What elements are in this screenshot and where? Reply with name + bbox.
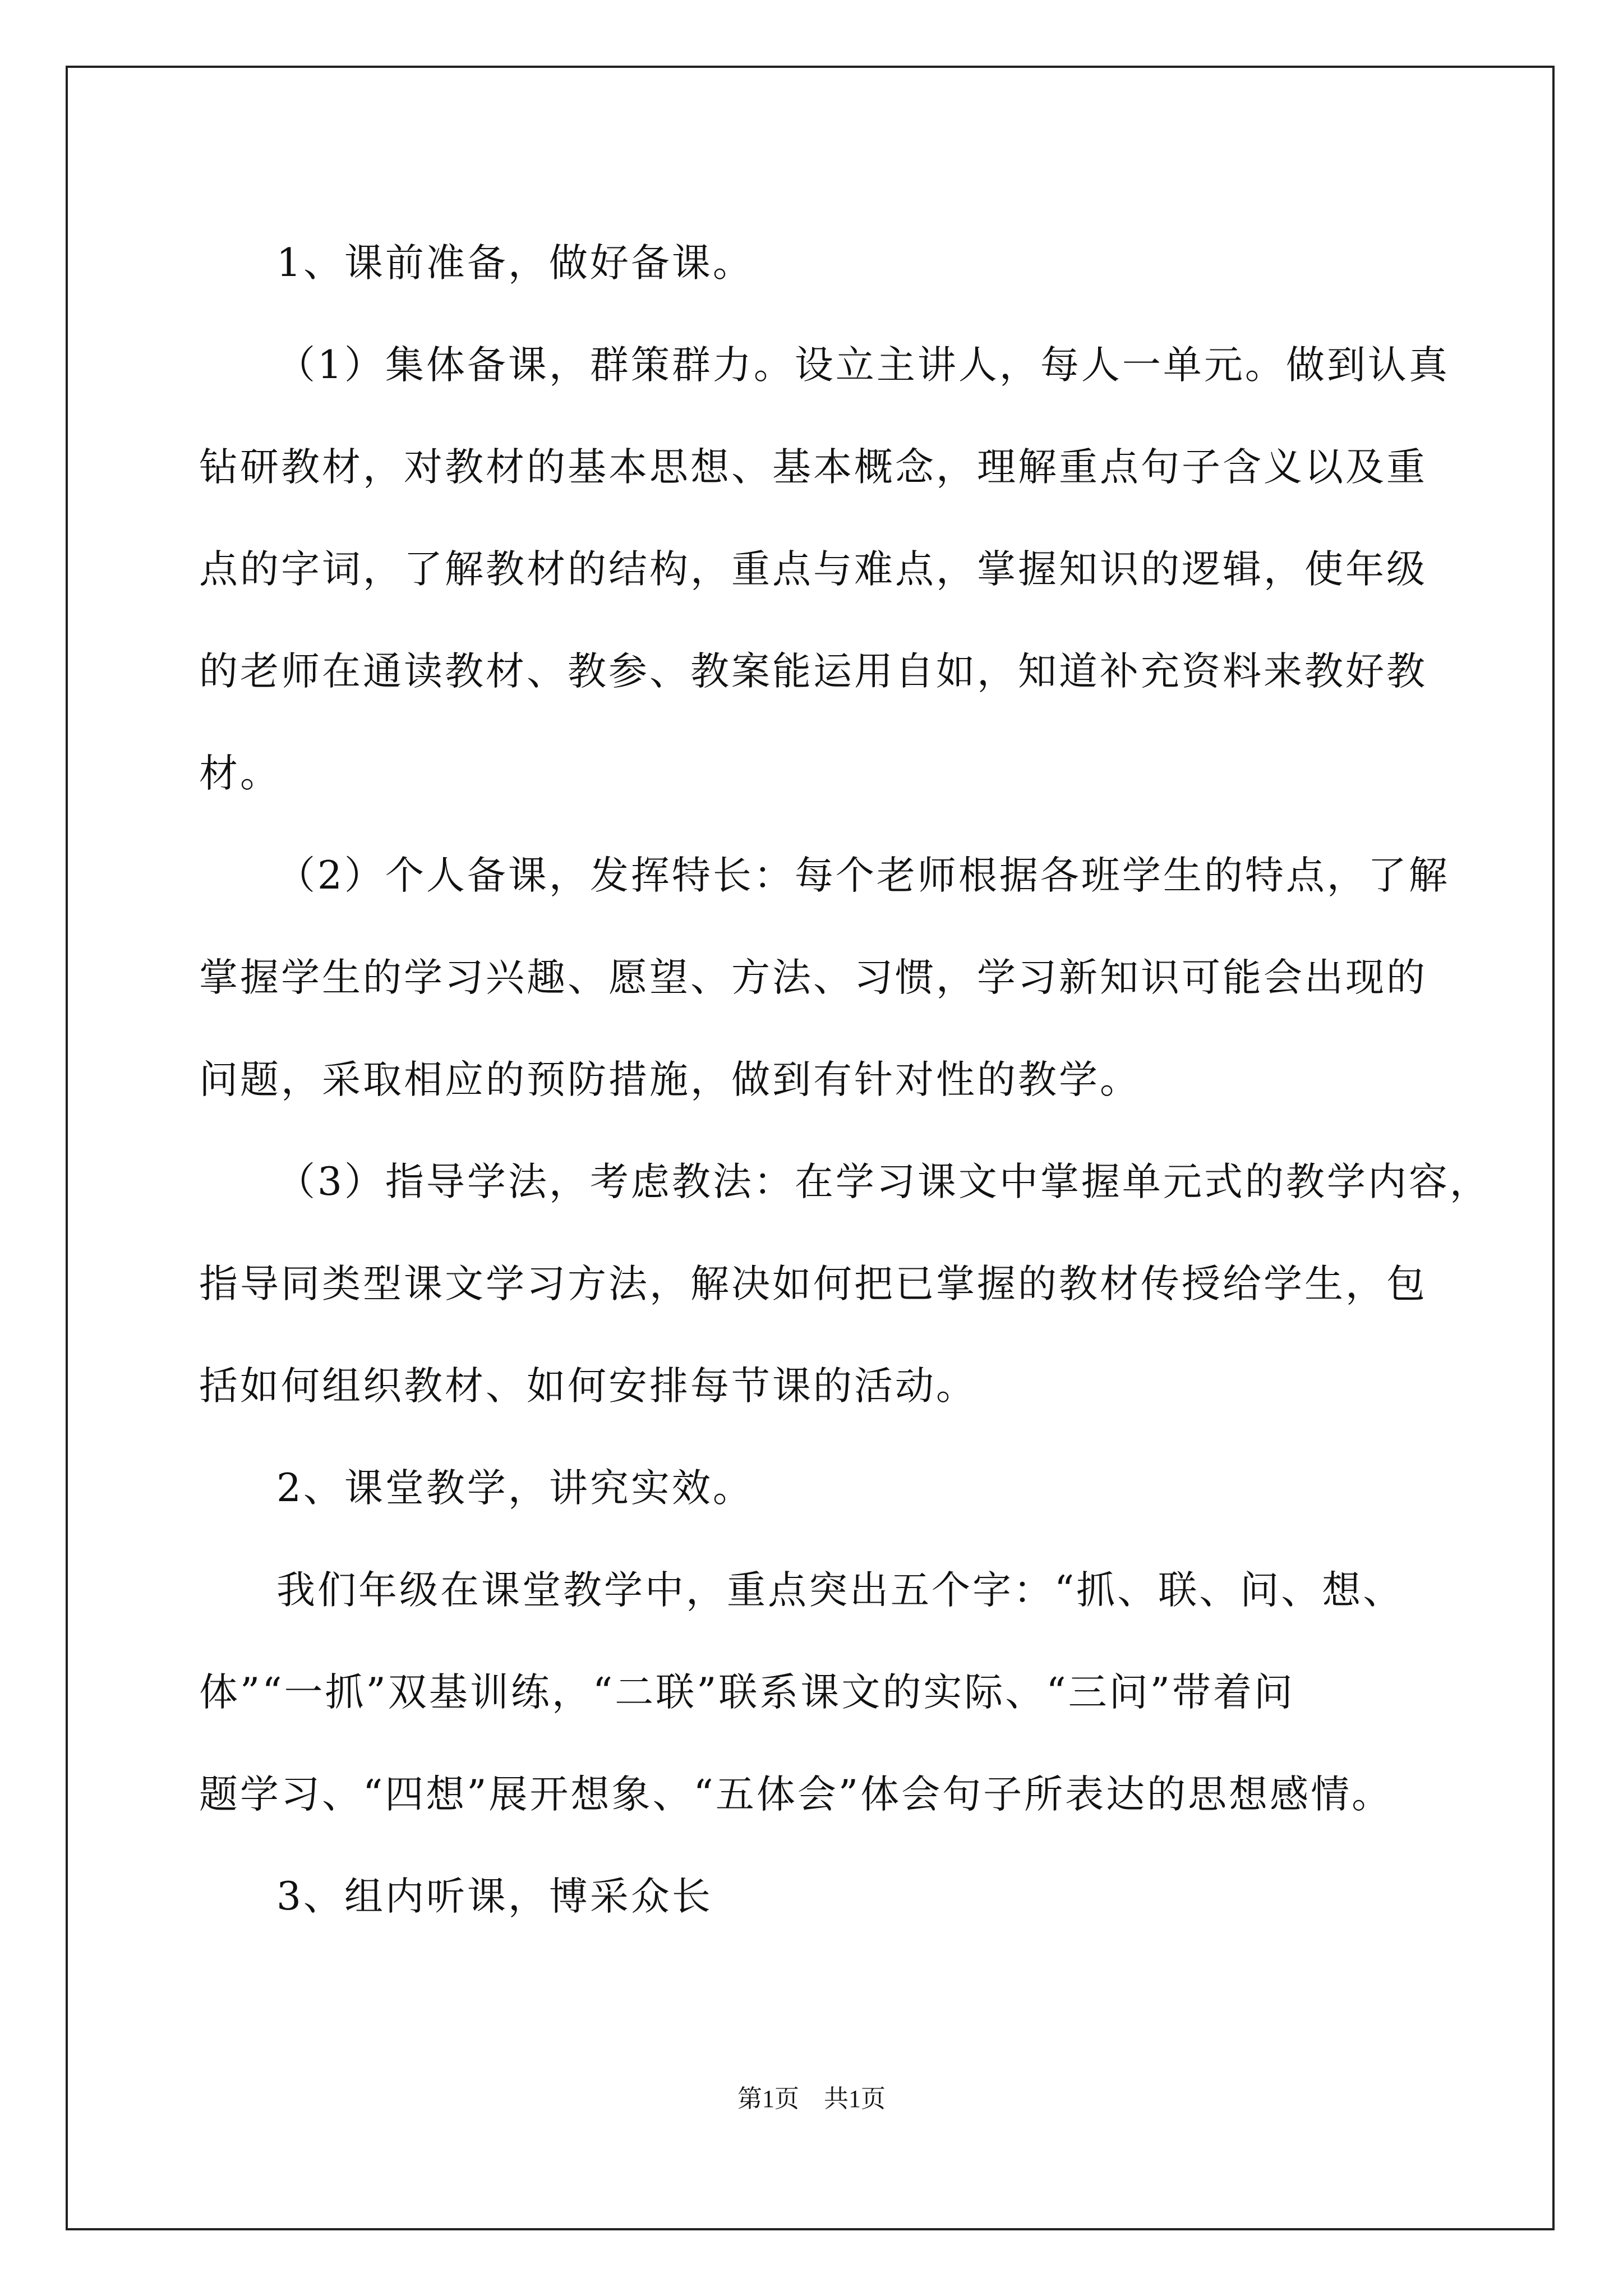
text-line: 括如何组织教材、如何安排每节课的活动。 <box>199 1364 977 1409</box>
text-line: 指导同类型课文学习方法，解决如何把已掌握的教材传授给学生，包 <box>199 1262 1427 1306</box>
text-line: （3）指导学法，考虑教法：在学习课文中掌握单元式的教学内容， <box>276 1159 1491 1204</box>
text-line: 的老师在通读教材、教参、教案能运用自如，知道补充资料来教好教 <box>199 649 1427 694</box>
text-line: 材。 <box>199 751 281 796</box>
text-line: 题学习、“四想”展开想象、“五体会”体会句子所表达的思想感情。 <box>199 1772 1393 1817</box>
document-body <box>199 212 1491 1948</box>
text-line: 我们年级在课堂教学中，重点突出五个字：“抓、联、问、想、 <box>276 1568 1404 1613</box>
text-line: （2）个人备课，发挥特长：每个老师根据各班学生的特点，了解 <box>276 853 1450 898</box>
text-line: 钻研教材，对教材的基本思想、基本概念，理解重点句子含义以及重 <box>199 445 1427 490</box>
text-line: 问题，采取相应的预防措施，做到有针对性的教学。 <box>199 1057 1141 1102</box>
text-line: （1）集体备课，群策群力。设立主讲人，每人一单元。做到认真 <box>276 343 1450 388</box>
text-line: 1、课前准备，做好备课。 <box>276 241 754 286</box>
text-line: 体”“一抓”双基训练，“二联”联系课文的实际、“三问”带着问 <box>199 1670 1295 1715</box>
text-line: 3、组内听课，博采众长 <box>276 1874 713 1919</box>
text-line: 掌握学生的学习兴趣、愿望、方法、习惯，学习新知识可能会出现的 <box>199 955 1427 1000</box>
text-line: 2、课堂教学，讲究实效。 <box>276 1466 754 1511</box>
page-number-footer: 第1页 共1页 <box>737 2085 886 2113</box>
text-line: 点的字词，了解教材的结构，重点与难点，掌握知识的逻辑，使年级 <box>199 547 1427 592</box>
